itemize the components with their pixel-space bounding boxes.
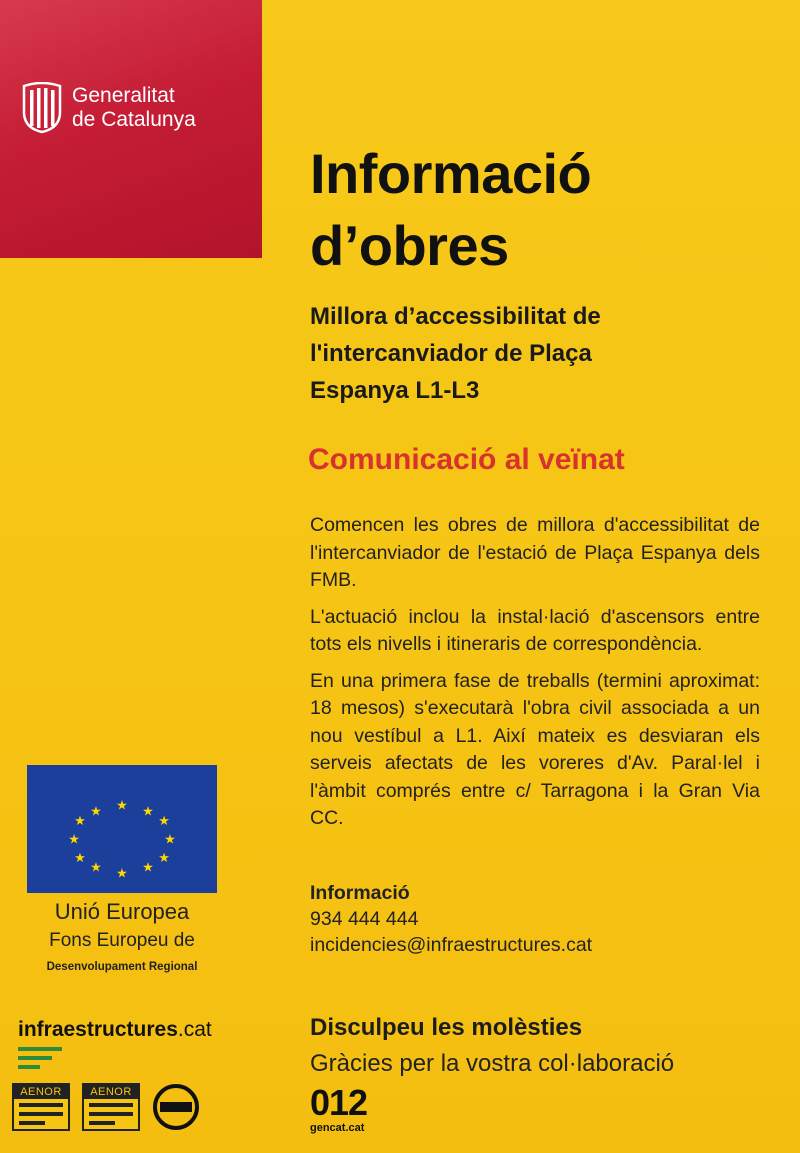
generalitat-header-block — [0, 0, 262, 258]
gencat-site: gencat.cat — [310, 1122, 365, 1134]
gencat-012-logo — [310, 1082, 368, 1134]
subtitle-line3: Espanya L1-L3 — [310, 377, 480, 404]
svg-text:★: ★ — [142, 804, 154, 820]
svg-text:★: ★ — [142, 860, 154, 876]
eu-fund-subline: Desenvolupament Regional — [46, 961, 198, 973]
aenor-certification-1 — [12, 1083, 70, 1131]
generalitat-name-line1: Generalitat — [72, 84, 175, 107]
eu-name: Unió Europea — [54, 899, 190, 924]
svg-text:★: ★ — [116, 866, 128, 882]
svg-text:★: ★ — [158, 851, 170, 867]
infraestructures-lines-icon — [18, 1047, 212, 1069]
svg-text:★: ★ — [90, 860, 102, 876]
aenor-label-1: AENOR — [14, 1085, 68, 1099]
generalitat-name-line2: de Catalunya — [72, 108, 196, 131]
closing-message — [310, 1010, 780, 1082]
infraestructures-name-bold: infraestructures — [18, 1018, 178, 1041]
svg-text:★: ★ — [90, 804, 102, 820]
svg-text:★: ★ — [74, 813, 86, 829]
subtitle-line1: Millora d’accessibilitat de — [310, 303, 601, 330]
aenor-certification-2 — [82, 1083, 140, 1131]
infraestructures-logo — [18, 1015, 212, 1074]
eu-flag-icon — [27, 765, 217, 893]
body-paragraph-2: L'actuació inclou la instal·lació d'ascensors entre tots els nivells i itineraris de correspondència. — [310, 605, 760, 655]
notice-body — [310, 512, 760, 842]
iqnet-certification-icon — [152, 1083, 200, 1131]
title-line1: Informació — [310, 142, 592, 205]
contact-heading: Informació — [310, 882, 410, 904]
svg-text:★: ★ — [116, 798, 128, 814]
body-paragraph-3: En una primera fase de treballs (termini aproximat: 18 mesos) s'executarà l'obra civil associada a un nou vestíbul a L1. Així mateix es desviaran els serveis afectats de les voreres d'Av. Paral·lel i l'àmbit comprés entre c/ Tarragona i la Gran Via CC. — [310, 669, 760, 829]
contact-info — [310, 880, 770, 958]
page-title — [310, 138, 770, 282]
certification-logos — [12, 1083, 200, 1131]
project-subtitle — [310, 298, 730, 409]
title-line2: d’obres — [310, 214, 509, 277]
svg-text:★: ★ — [74, 851, 86, 867]
generalitat-name — [72, 84, 196, 132]
infraestructures-name-suffix: .cat — [177, 1018, 212, 1041]
generalitat-emblem-icon — [20, 82, 64, 134]
aenor-label-2: AENOR — [84, 1085, 138, 1099]
body-paragraph-1: Comencen les obres de millora d'accessibilitat de l'intercanviador de l'estació de Plaça Espanya dels FMB. — [310, 514, 760, 591]
generalitat-logo — [20, 82, 196, 134]
subtitle-line2: l'intercanviador de Plaça — [310, 340, 592, 367]
notice-heading: Comunicació al veïnat — [308, 443, 625, 476]
svg-text:★: ★ — [68, 832, 80, 848]
aenor-mark-2-icon — [84, 1099, 138, 1134]
contact-phone: 934 444 444 — [310, 908, 419, 930]
apology-text: Disculpeu les molèsties — [310, 1014, 583, 1041]
svg-text:★: ★ — [158, 813, 170, 829]
svg-text:★: ★ — [164, 832, 176, 848]
thanks-text: Gràcies per la vostra col·laboració — [310, 1050, 675, 1077]
eu-stars-icon — [27, 765, 217, 893]
aenor-mark-1-icon — [14, 1099, 68, 1134]
infraestructures-name — [18, 1015, 212, 1045]
gencat-number: 012 — [310, 1082, 368, 1123]
eu-fund-line: Fons Europeu de — [49, 930, 195, 951]
eu-caption — [12, 898, 232, 978]
contact-email: incidencies@infraestructures.cat — [310, 934, 593, 956]
